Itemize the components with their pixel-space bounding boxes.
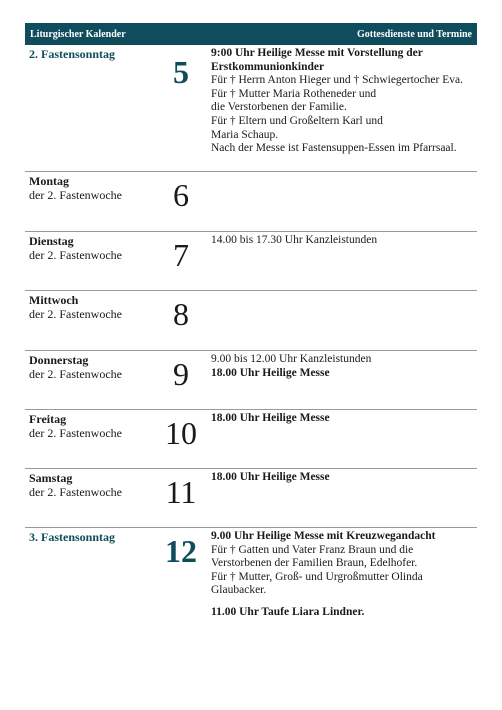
day-name: Donnerstag	[29, 353, 89, 367]
event-line: Nach der Messe ist Fastensuppen-Essen im Pfarrsaal.	[211, 142, 457, 155]
day-week: der 2. Fastenwoche	[29, 367, 122, 381]
event-line: Für † Mutter Maria Rotheneder und	[211, 87, 377, 100]
day-row	[25, 469, 477, 528]
event-line: die Verstorbenen der Familie.	[211, 101, 347, 114]
day-name: 3. Fastensonntag	[29, 530, 116, 544]
day-number: 11	[165, 474, 197, 510]
day-week: der 2. Fastenwoche	[29, 426, 122, 440]
calendar-header	[25, 23, 477, 45]
event-line: 18.00 Uhr Heilige Messe	[211, 412, 330, 424]
day-number: 12	[165, 533, 197, 569]
day-label	[29, 47, 115, 61]
day-name: Freitag	[29, 412, 67, 426]
day-label	[29, 353, 122, 381]
day-label	[29, 293, 122, 321]
day-week: der 2. Fastenwoche	[29, 248, 122, 262]
day-row	[25, 45, 477, 172]
day-name: Samstag	[29, 471, 73, 485]
event-line: Für † Gatten und Vater Franz Braun und die	[211, 543, 414, 556]
event-line: 18.00 Uhr Heilige Messe	[211, 471, 330, 483]
header-left-title: Liturgischer Kalender	[30, 28, 126, 40]
day-number: 5	[173, 54, 189, 90]
day-name: Montag	[29, 174, 69, 188]
day-week: der 2. Fastenwoche	[29, 188, 122, 202]
event-line: 9.00 Uhr Heilige Messe mit Kreuzwegandacht	[211, 530, 436, 542]
day-row	[25, 232, 477, 291]
day-number: 8	[173, 296, 189, 332]
header-right-title: Gottesdienste und Termine	[356, 28, 472, 40]
event-line: 9:00 Uhr Heilige Messe mit Vorstellung der	[211, 47, 423, 59]
event-line: Verstorbenen der Familien Braun, Edelhofer.	[211, 557, 418, 570]
event-line: 14.00 bis 17.30 Uhr Kanzleistunden	[211, 234, 378, 246]
day-week: der 2. Fastenwoche	[29, 307, 122, 321]
day-events	[211, 47, 473, 156]
day-events	[211, 234, 473, 248]
day-name: Dienstag	[29, 234, 74, 248]
event-line: 18.00 Uhr Heilige Messe	[211, 366, 330, 379]
day-row	[25, 410, 477, 469]
day-events	[211, 471, 473, 485]
event-line: 9.00 bis 12.00 Uhr Kanzleistunden	[211, 353, 372, 365]
day-row	[25, 291, 477, 351]
event-line: Für † Mutter, Groß- und Urgroßmutter Olinda	[211, 570, 423, 583]
event-line: Für † Eltern und Großeltern Karl und	[211, 114, 383, 127]
event-line: Für † Herrn Anton Hieger und † Schwiegertocher Eva.	[211, 74, 463, 87]
day-label	[29, 471, 122, 499]
day-number: 10	[165, 415, 197, 451]
day-number: 7	[173, 237, 189, 273]
day-number: 6	[173, 177, 189, 213]
day-row	[25, 172, 477, 232]
day-events	[211, 412, 473, 426]
day-label	[29, 412, 122, 440]
event-line: Erstkommunionkinder	[211, 60, 325, 73]
day-events	[211, 353, 473, 380]
day-label	[29, 174, 122, 202]
day-row	[25, 528, 477, 628]
event-line: 11.00 Uhr Taufe Liara Lindner.	[211, 605, 365, 618]
day-name: Mittwoch	[29, 293, 79, 307]
day-number: 9	[173, 356, 189, 392]
day-name: 2. Fastensonntag	[29, 47, 116, 61]
day-label	[29, 530, 115, 544]
day-row	[25, 351, 477, 410]
day-label	[29, 234, 122, 262]
day-week: der 2. Fastenwoche	[29, 485, 122, 499]
event-line: Maria Schaup.	[211, 128, 279, 141]
day-events	[211, 530, 473, 620]
event-line: Glaubacker.	[211, 584, 267, 597]
